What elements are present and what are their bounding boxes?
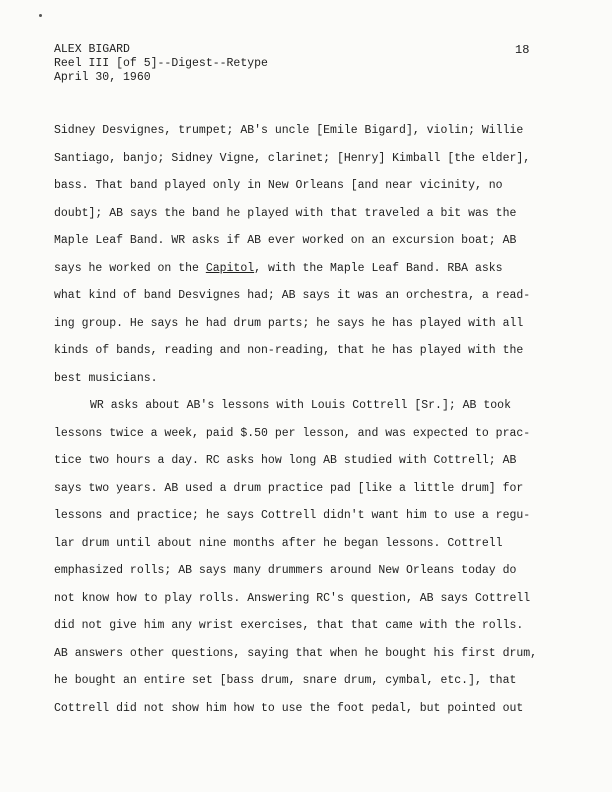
body-line: lessons twice a week, paid $.50 per lesson, and was expected to prac- xyxy=(54,426,531,440)
body-line: he bought an entire set [bass drum, snare drum, cymbal, etc.], that xyxy=(54,674,517,687)
body-line: not know how to play rolls. Answering RC's question, AB says Cottrell xyxy=(54,591,531,605)
line-text: says he worked on the xyxy=(54,261,206,275)
body-line: ing group. He says he had drum parts; he says he has played with all xyxy=(54,316,524,330)
boat-name-underlined: Capitol xyxy=(205,261,255,275)
body-line: did not give him any wrist exercises, that that came with the rolls. xyxy=(54,619,524,632)
body-line xyxy=(54,262,503,275)
body-line: what kind of band Desvignes had; AB says it was an orchestra, a read- xyxy=(54,289,531,302)
paragraph-start-line: WR asks about AB's lessons with Louis Cottrell [Sr.]; AB took xyxy=(90,399,511,412)
body-line: lessons and practice; he says Cottrell didn't want him to use a regu- xyxy=(54,509,531,522)
body-line: tice two hours a day. RC asks how long AB studied with Cottrell; AB xyxy=(54,454,517,467)
body-line: Sidney Desvignes, trumpet; AB's uncle [Emile Bigard], violin; Willie xyxy=(54,124,524,137)
body-line: says two years. AB used a drum practice pad [like a little drum] for xyxy=(54,481,524,495)
body-line: kinds of bands, reading and non-reading, that he has played with the xyxy=(54,344,524,357)
body-line: Maple Leaf Band. WR asks if AB ever worked on an excursion boat; AB xyxy=(54,234,517,247)
body-line: best musicians. xyxy=(54,371,158,385)
scan-speck xyxy=(39,14,42,17)
body-line: lar drum until about nine months after he began lessons. Cottrell xyxy=(54,536,503,550)
body-line: Santiago, banjo; Sidney Vigne, clarinet; [Henry] Kimball [the elder], xyxy=(54,151,531,165)
interviewee-name: ALEX BIGARD xyxy=(54,43,130,56)
page-number: 18 xyxy=(515,43,530,57)
body-line: emphasized rolls; AB says many drummers around New Orleans today do xyxy=(54,564,517,577)
reel-info: Reel III [of 5]--Digest--Retype xyxy=(54,57,268,71)
document-header xyxy=(54,43,268,86)
body-line: doubt]; AB says the band he played with that traveled a bit was the xyxy=(54,206,517,220)
body-line: bass. That band played only in New Orleans [and near vicinity, no xyxy=(54,179,503,192)
body-line: AB answers other questions, saying that when he bought his first drum, xyxy=(54,646,538,660)
interview-date: April 30, 1960 xyxy=(54,71,151,85)
line-text: , with the Maple Leaf Band. RBA asks xyxy=(254,261,503,275)
body-line: Cottrell did not show him how to use the foot pedal, but pointed out xyxy=(54,701,524,715)
